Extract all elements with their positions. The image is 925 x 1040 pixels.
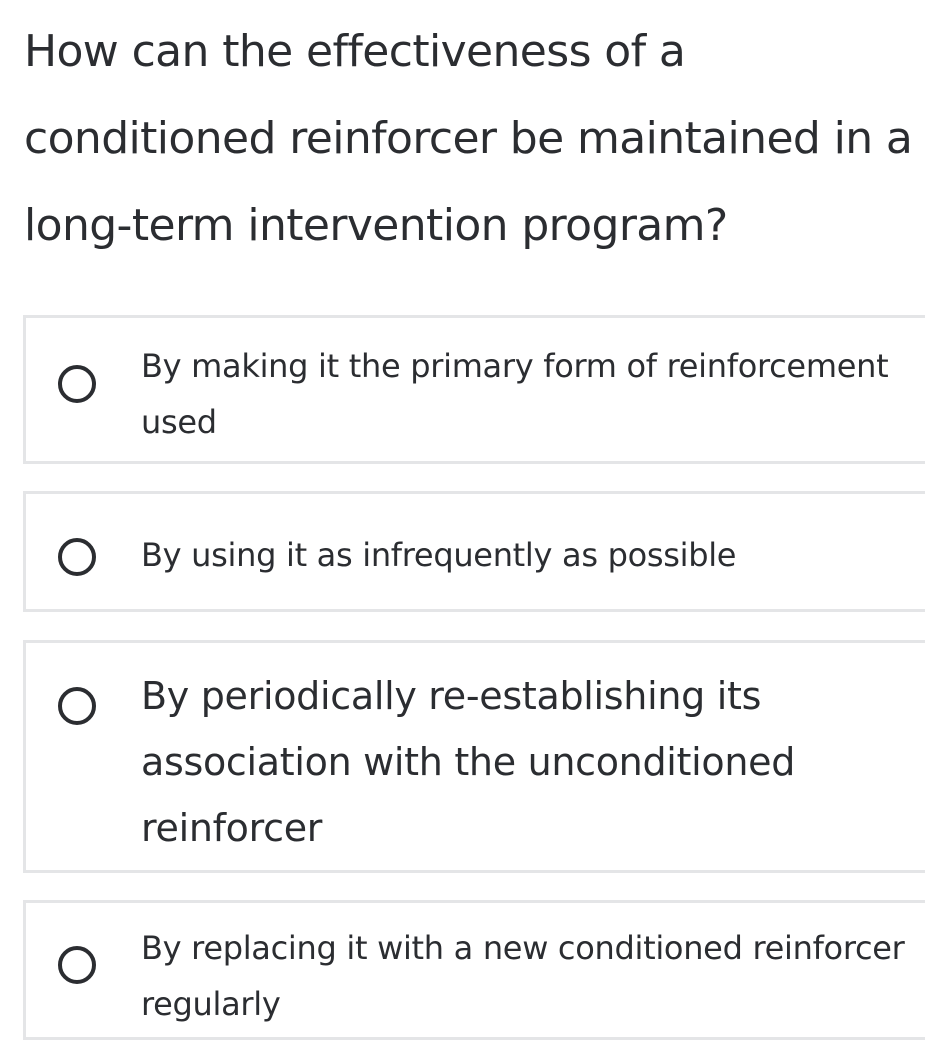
answer-option-label: By replacing it with a new conditioned reinforcer regularly <box>141 929 905 1023</box>
answer-option-4[interactable] <box>23 900 925 1040</box>
question-text: How can the effectiveness of a conditioned reinforcer be maintained in a long-term intervention program? <box>24 26 913 251</box>
answer-option-1[interactable] <box>23 315 925 464</box>
radio-button-icon[interactable] <box>58 946 96 984</box>
answer-option-2[interactable] <box>23 491 925 612</box>
answer-option-label: By making it the primary form of reinforcement used <box>141 347 889 441</box>
answer-option-label: By periodically re-establishing its association with the unconditioned reinforcer <box>141 674 796 850</box>
answer-option-label: By using it as infrequently as possible <box>141 536 737 574</box>
answer-option-3[interactable] <box>23 640 925 873</box>
radio-button-icon[interactable] <box>58 365 96 403</box>
radio-button-icon[interactable] <box>58 538 96 576</box>
radio-button-icon[interactable] <box>58 687 96 725</box>
